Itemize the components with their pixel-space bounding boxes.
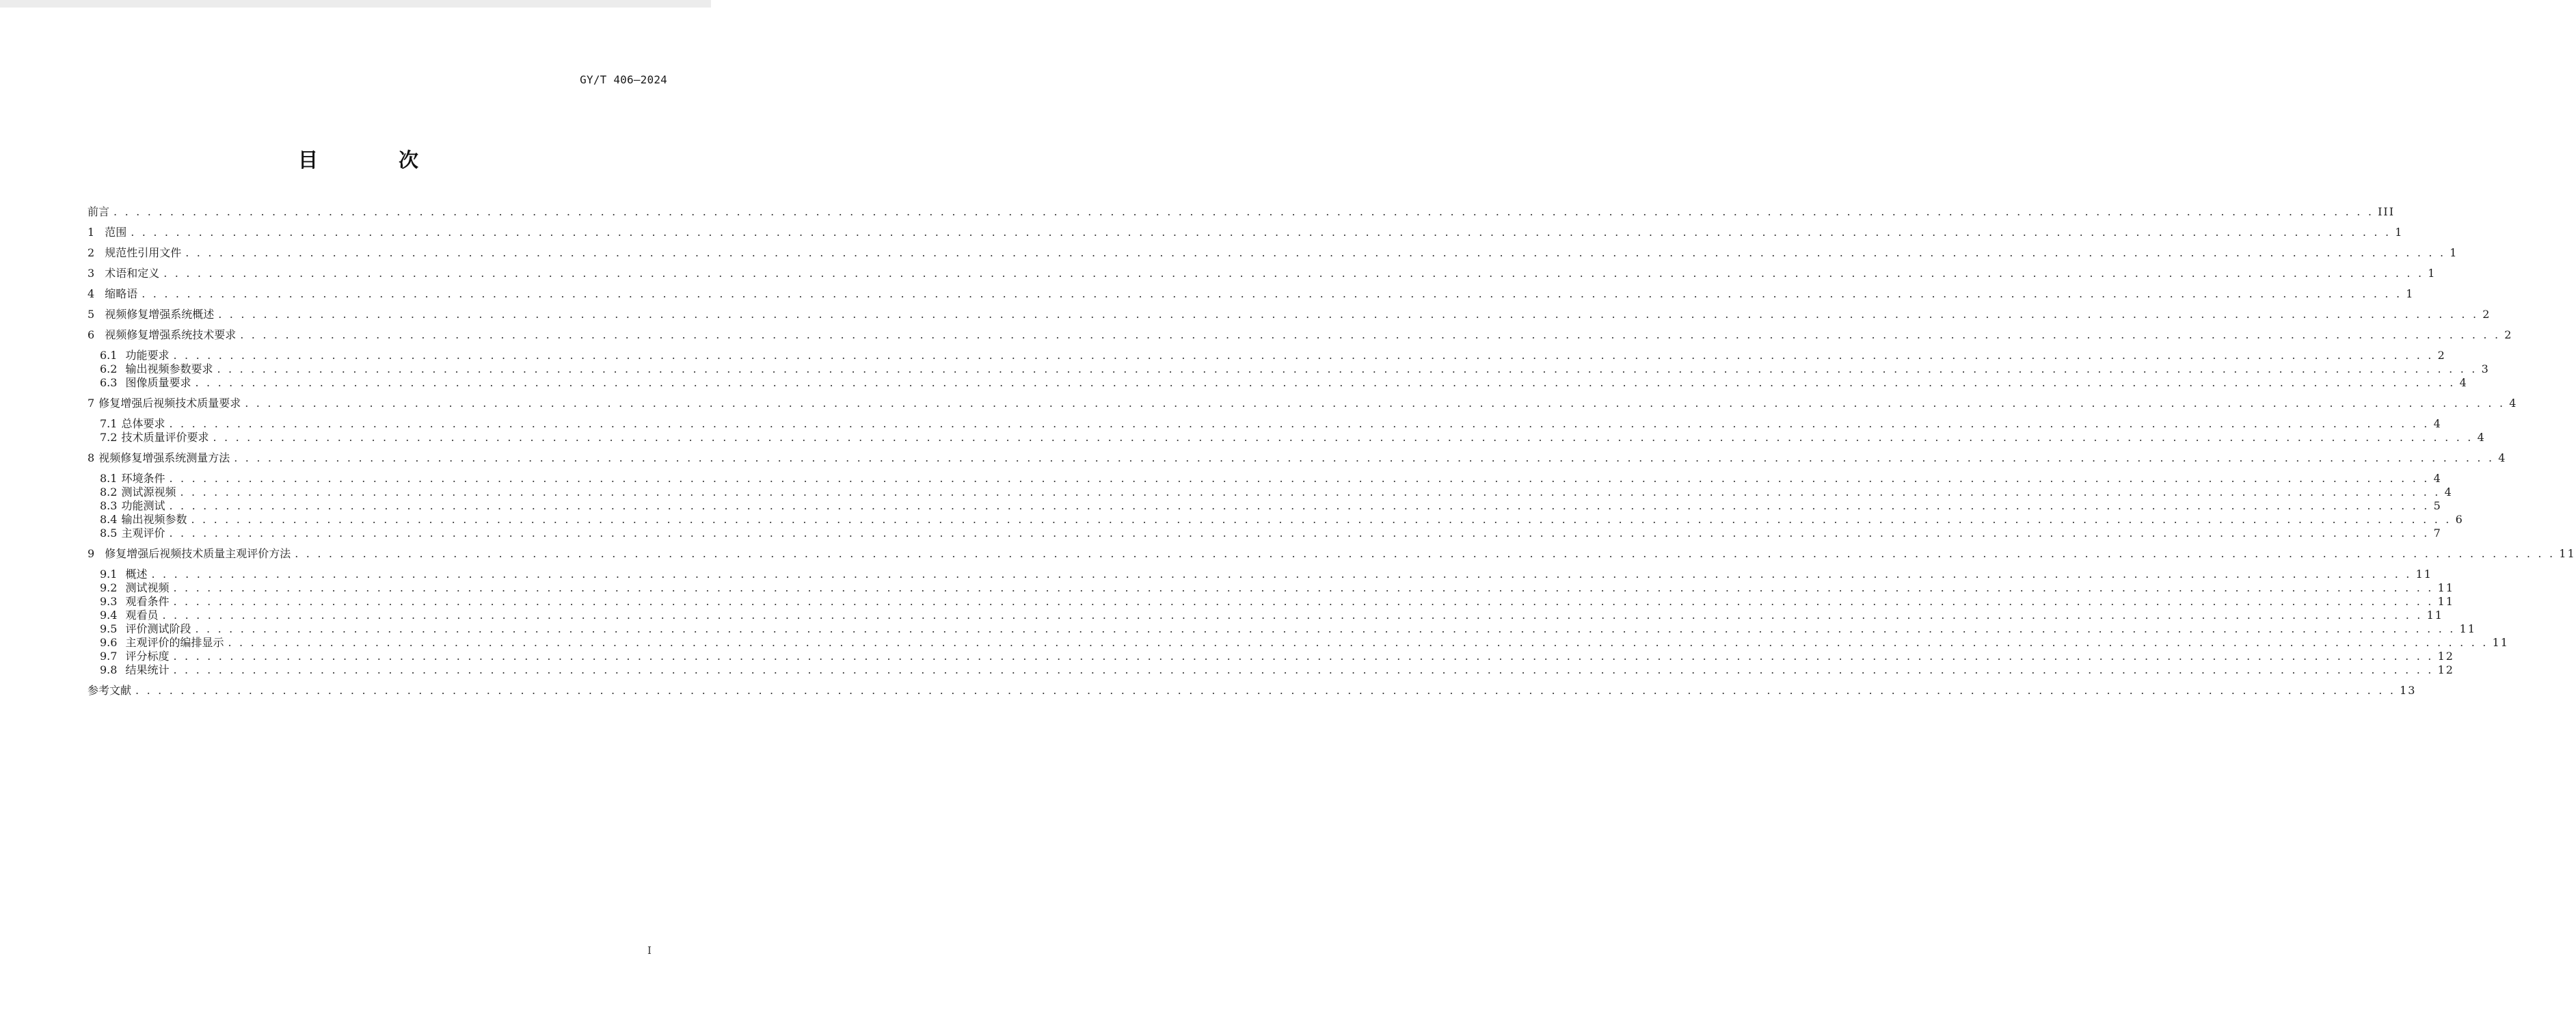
toc-entry-page: 2	[2504, 328, 2513, 341]
page-number: I	[647, 944, 652, 957]
toc-dot-leader: . . . . . . . . . . . . . . . . . . . . . . . . . . . . . . . . . . . . . . . . . . . . . . . . . . . . . . . . . . . . . . . . . . . . . . . . . . . . . . . . . . . . . . . . . . . . . . . . . . . . . . . . . . . . . . . . . . . . . . . . . . . . . . . . . . . . . . . . . . . . . . . . . . . . . . . . . . . . . . . . . . . . . . . . . . . . . . . . . . . . . . . . . . . . . . . . . . . . . . . .	[245, 397, 2506, 410]
toc-entry-label	[100, 362, 213, 376]
toc-entry[interactable]	[88, 663, 2454, 677]
toc-entry-number: 1	[88, 226, 95, 239]
toc-entry-page: 4	[2433, 472, 2442, 485]
toc-entry-number: 8.5	[100, 527, 118, 540]
toc-entry-label	[88, 451, 230, 465]
toc-entry-title: 规范性引用文件	[105, 246, 182, 259]
toc-dot-leader: . . . . . . . . . . . . . . . . . . . . . . . . . . . . . . . . . . . . . . . . . . . . . . . . . . . . . . . . . . . . . . . . . . . . . . . . . . . . . . . . . . . . . . . . . . . . . . . . . . . . . . . . . . . . . . . . . . . . . . . . . . . . . . . . . . . . . . . . . . . . . . . . . . . . . . . . . . . . . . . . . . . . . . . . . . . . . . . . . . . . . . . . . . . . . . . . . . . . . . . .	[169, 472, 2430, 485]
toc-entry[interactable]	[88, 349, 2446, 362]
toc-entry-number: 6.2	[100, 362, 118, 375]
toc-entry-title: 修复增强后视频技术质量要求	[98, 397, 241, 410]
toc-dot-leader: . . . . . . . . . . . . . . . . . . . . . . . . . . . . . . . . . . . . . . . . . . . . . . . . . . . . . . . . . . . . . . . . . . . . . . . . . . . . . . . . . . . . . . . . . . . . . . . . . . . . . . . . . . . . . . . . . . . . . . . . . . . . . . . . . . . . . . . . . . . . . . . . . . . . . . . . . . . . . . . . . . . . . . . . . . . . . . . . . . . . . . . . . . . . . . . . . . . . . . . .	[135, 684, 2396, 697]
toc-entry-page: 11	[2426, 609, 2443, 622]
toc-dot-leader: . . . . . . . . . . . . . . . . . . . . . . . . . . . . . . . . . . . . . . . . . . . . . . . . . . . . . . . . . . . . . . . . . . . . . . . . . . . . . . . . . . . . . . . . . . . . . . . . . . . . . . . . . . . . . . . . . . . . . . . . . . . . . . . . . . . . . . . . . . . . . . . . . . . . . . . . . . . . . . . . . . . . . . . . . . . . . . . . . . . . . . . . . . . . . . . . . . . . . . . .	[169, 527, 2430, 540]
toc-entry-page: 4	[2444, 486, 2453, 499]
toc-entry[interactable]	[88, 636, 2509, 650]
toc-dot-leader: . . . . . . . . . . . . . . . . . . . . . . . . . . . . . . . . . . . . . . . . . . . . . . . . . . . . . . . . . . . . . . . . . . . . . . . . . . . . . . . . . . . . . . . . . . . . . . . . . . . . . . . . . . . . . . . . . . . . . . . . . . . . . . . . . . . . . . . . . . . . . . . . . . . . . . . . . . . . . . . . . . . . . . . . . . . . . . . . . . . . . . . . . . . . . . . . . . . . . . . .	[142, 287, 2402, 300]
toc-entry-page: 1	[2395, 226, 2404, 239]
toc-entry-label	[88, 684, 131, 698]
toc-entry-label	[88, 328, 236, 342]
toc-entry[interactable]	[88, 513, 2464, 527]
toc-dot-leader: . . . . . . . . . . . . . . . . . . . . . . . . . . . . . . . . . . . . . . . . . . . . . . . . . . . . . . . . . . . . . . . . . . . . . . . . . . . . . . . . . . . . . . . . . . . . . . . . . . . . . . . . . . . . . . . . . . . . . . . . . . . . . . . . . . . . . . . . . . . . . . . . . . . . . . . . . . . . . . . . . . . . . . . . . . . . . . . . . . . . . . . . . . . . . . . . . . . . . . . .	[217, 362, 2478, 375]
toc-entry-title: 范围	[105, 226, 127, 239]
toc-entry[interactable]	[88, 431, 2486, 444]
toc-entry-number: 9.6	[100, 636, 118, 649]
toc-entry-title: 输出视频参数	[121, 513, 187, 526]
toc-entry-number: 8.1	[100, 472, 118, 485]
toc-entry[interactable]	[88, 287, 2415, 301]
toc-entry-number: 4	[88, 287, 95, 300]
toc-entry-number: 6	[88, 328, 95, 341]
toc-dot-leader: . . . . . . . . . . . . . . . . . . . . . . . . . . . . . . . . . . . . . . . . . . . . . . . . . . . . . . . . . . . . . . . . . . . . . . . . . . . . . . . . . . . . . . . . . . . . . . . . . . . . . . . . . . . . . . . . . . . . . . . . . . . . . . . . . . . . . . . . . . . . . . . . . . . . . . . . . . . . . . . . . . . . . . . . . . . . . . . . . . . . . . . . . . . . . . . . . . . . . . . .	[173, 349, 2434, 362]
toc-entry[interactable]	[88, 609, 2443, 622]
toc-dot-leader: . . . . . . . . . . . . . . . . . . . . . . . . . . . . . . . . . . . . . . . . . . . . . . . . . . . . . . . . . . . . . . . . . . . . . . . . . . . . . . . . . . . . . . . . . . . . . . . . . . . . . . . . . . . . . . . . . . . . . . . . . . . . . . . . . . . . . . . . . . . . . . . . . . . . . . . . . . . . . . . . . . . . . . . . . . . . . . . . . . . . . . . . . . . . . . . . . . . . . . . .	[173, 581, 2434, 594]
toc-dot-leader: . . . . . . . . . . . . . . . . . . . . . . . . . . . . . . . . . . . . . . . . . . . . . . . . . . . . . . . . . . . . . . . . . . . . . . . . . . . . . . . . . . . . . . . . . . . . . . . . . . . . . . . . . . . . . . . . . . . . . . . . . . . . . . . . . . . . . . . . . . . . . . . . . . . . . . . . . . . . . . . . . . . . . . . . . . . . . . . . . . . . . . . . . . . . . . . . . . . . . . . .	[185, 246, 2446, 259]
toc-entry-number: 5	[88, 308, 95, 321]
toc-entry-page: 3	[2481, 362, 2490, 375]
toc-entry-number: 6.3	[100, 376, 118, 389]
toc-entry-page: 1	[2428, 267, 2437, 280]
toc-entry[interactable]	[88, 486, 2453, 499]
toc-dot-leader: . . . . . . . . . . . . . . . . . . . . . . . . . . . . . . . . . . . . . . . . . . . . . . . . . . . . . . . . . . . . . . . . . . . . . . . . . . . . . . . . . . . . . . . . . . . . . . . . . . . . . . . . . . . . . . . . . . . . . . . . . . . . . . . . . . . . . . . . . . . . . . . . . . . . . . . . . . . . . . . . . . . . . . . . . . . . . . . . . . . . . . . . . . . . . . . . . . . . . . . .	[180, 486, 2441, 499]
toc-entry-page: 11	[2459, 622, 2476, 635]
toc-entry-title: 环境条件	[121, 472, 165, 485]
toc-entry-page: 4	[2433, 417, 2442, 430]
toc-entry-label	[88, 397, 241, 410]
toc-entry-page: 4	[2498, 451, 2507, 464]
toc-entry-title: 主观评价的编排显示	[125, 636, 224, 649]
toc-entry-label	[100, 527, 165, 540]
toc-entry-number: 9.7	[100, 650, 118, 663]
toc-entry-title: 前言	[88, 205, 110, 218]
toc-entry-label	[100, 609, 158, 622]
toc-entry-page: 12	[2437, 650, 2454, 663]
toc-entry[interactable]	[88, 397, 2518, 410]
toc-entry-label	[88, 226, 126, 239]
toc-entry-label	[88, 287, 137, 301]
toc-entry-page: 12	[2437, 663, 2454, 676]
toc-entry[interactable]	[88, 499, 2442, 513]
toc-entry-number: 7	[88, 397, 95, 410]
toc-entry-title: 评分标度	[125, 650, 170, 663]
toc-entry-number: 9.8	[100, 663, 118, 676]
toc-entry[interactable]	[88, 581, 2454, 595]
toc-entry-page: 11	[2415, 568, 2432, 581]
toc-entry-number: 8.4	[100, 513, 118, 526]
toc-dot-leader: . . . . . . . . . . . . . . . . . . . . . . . . . . . . . . . . . . . . . . . . . . . . . . . . . . . . . . . . . . . . . . . . . . . . . . . . . . . . . . . . . . . . . . . . . . . . . . . . . . . . . . . . . . . . . . . . . . . . . . . . . . . . . . . . . . . . . . . . . . . . . . . . . . . . . . . . . . . . . . . . . . . . . . . . . . . . . . . . . . . . . . . . . . . . . . . . . . . . . . . .	[228, 636, 2488, 649]
toc-entry[interactable]	[88, 650, 2454, 663]
toc-entry-number: 9.5	[100, 622, 118, 635]
toc-entry-label	[100, 636, 224, 650]
toc-entry-label	[88, 547, 291, 561]
toc-dot-leader: . . . . . . . . . . . . . . . . . . . . . . . . . . . . . . . . . . . . . . . . . . . . . . . . . . . . . . . . . . . . . . . . . . . . . . . . . . . . . . . . . . . . . . . . . . . . . . . . . . . . . . . . . . . . . . . . . . . . . . . . . . . . . . . . . . . . . . . . . . . . . . . . . . . . . . . . . . . . . . . . . . . . . . . . . . . . . . . . . . . . . . . . . . . . . . . . . . . . . . . .	[195, 622, 2456, 635]
toc-entry-label	[88, 308, 214, 321]
toc-entry-page: 6	[2455, 513, 2464, 526]
toc-entry-label	[88, 246, 181, 260]
toc-entry-page: 11	[2437, 581, 2454, 594]
toc-entry-page: 11	[2492, 636, 2509, 649]
toc-entry-label	[100, 431, 209, 444]
toc-entry-label	[100, 568, 147, 581]
toc-entry-title: 视频修复增强系统技术要求	[105, 328, 237, 341]
table-of-contents	[88, 205, 2576, 698]
toc-entry-page: 5	[2433, 499, 2442, 512]
toc-dot-leader: . . . . . . . . . . . . . . . . . . . . . . . . . . . . . . . . . . . . . . . . . . . . . . . . . . . . . . . . . . . . . . . . . . . . . . . . . . . . . . . . . . . . . . . . . . . . . . . . . . . . . . . . . . . . . . . . . . . . . . . . . . . . . . . . . . . . . . . . . . . . . . . . . . . . . . . . . . . . . . . . . . . . . . . . . . . . . . . . . . . . . . . . . . . . . . . . . . . . . . . .	[191, 513, 2452, 526]
toc-entry-label	[100, 663, 169, 677]
toc-entry[interactable]	[88, 417, 2442, 431]
toc-dot-leader: . . . . . . . . . . . . . . . . . . . . . . . . . . . . . . . . . . . . . . . . . . . . . . . . . . . . . . . . . . . . . . . . . . . . . . . . . . . . . . . . . . . . . . . . . . . . . . . . . . . . . . . . . . . . . . . . . . . . . . . . . . . . . . . . . . . . . . . . . . . . . . . . . . . . . . . . . . . . . . . . . . . . . . . . . . . . . . . . . . . . . . . . . . . . . . . . . . . . . . . .	[163, 267, 2424, 280]
toc-entry-number: 8.2	[100, 486, 118, 499]
toc-entry-page: 1	[2450, 246, 2458, 259]
toc-entry-number: 6.1	[100, 349, 118, 362]
toc-entry[interactable]	[88, 622, 2476, 636]
toc-dot-leader: . . . . . . . . . . . . . . . . . . . . . . . . . . . . . . . . . . . . . . . . . . . . . . . . . . . . . . . . . . . . . . . . . . . . . . . . . . . . . . . . . . . . . . . . . . . . . . . . . . . . . . . . . . . . . . . . . . . . . . . . . . . . . . . . . . . . . . . . . . . . . . . . . . . . . . . . . . . . . . . . . . . . . . . . . . . . . . . . . . . . . . . . . . . . . . . . . . . . . . . .	[234, 451, 2495, 464]
toc-dot-leader: . . . . . . . . . . . . . . . . . . . . . . . . . . . . . . . . . . . . . . . . . . . . . . . . . . . . . . . . . . . . . . . . . . . . . . . . . . . . . . . . . . . . . . . . . . . . . . . . . . . . . . . . . . . . . . . . . . . . . . . . . . . . . . . . . . . . . . . . . . . . . . . . . . . . . . . . . . . . . . . . . . . . . . . . . . . . . . . . . . . . . . . . . . . . . . . . . . . . . . . .	[162, 609, 2423, 622]
toc-entry[interactable]	[88, 205, 2396, 219]
top-strip	[0, 0, 711, 8]
toc-entry-page: 7	[2433, 527, 2442, 540]
toc-entry-title: 缩略语	[105, 287, 138, 300]
toc-entry-title: 评价测试阶段	[125, 622, 191, 635]
toc-dot-leader: . . . . . . . . . . . . . . . . . . . . . . . . . . . . . . . . . . . . . . . . . . . . . . . . . . . . . . . . . . . . . . . . . . . . . . . . . . . . . . . . . . . . . . . . . . . . . . . . . . . . . . . . . . . . . . . . . . . . . . . . . . . . . . . . . . . . . . . . . . . . . . . . . . . . . . . . . . . . . . . . . . . . . . . . . . . . . . . . . . . . . . . . . . . . . . . . . . . . . . . .	[151, 568, 2412, 581]
toc-entry-title: 结果统计	[125, 663, 170, 676]
toc-title: 目 次	[297, 148, 456, 172]
toc-entry-label	[100, 376, 191, 390]
toc-entry-page: 2	[2437, 349, 2446, 362]
toc-entry-page: 4	[2509, 397, 2518, 410]
toc-entry-title: 技术质量评价要求	[121, 431, 209, 444]
toc-entry[interactable]	[88, 527, 2442, 540]
toc-entry-page: 4	[2459, 376, 2468, 389]
toc-entry-page: 4	[2477, 431, 2486, 444]
toc-entry-title: 图像质量要求	[125, 376, 191, 389]
toc-entry-number: 9.2	[100, 581, 118, 594]
toc-entry-number: 9	[88, 547, 95, 560]
toc-entry[interactable]	[88, 376, 2468, 390]
toc-dot-leader: . . . . . . . . . . . . . . . . . . . . . . . . . . . . . . . . . . . . . . . . . . . . . . . . . . . . . . . . . . . . . . . . . . . . . . . . . . . . . . . . . . . . . . . . . . . . . . . . . . . . . . . . . . . . . . . . . . . . . . . . . . . . . . . . . . . . . . . . . . . . . . . . . . . . . . . . . . . . . . . . . . . . . . . . . . . . . . . . . . . . . . . . . . . . . . . . . . . . . . . .	[173, 595, 2434, 608]
toc-entry-label	[100, 622, 191, 636]
toc-entry-label	[100, 513, 187, 527]
toc-entry-title: 修复增强后视频技术质量主观评价方法	[105, 547, 291, 560]
toc-entry-number: 8.3	[100, 499, 118, 512]
toc-entry[interactable]	[88, 226, 2404, 239]
toc-entry-number: 9.1	[100, 568, 118, 581]
toc-entry-label	[100, 499, 165, 513]
toc-dot-leader: . . . . . . . . . . . . . . . . . . . . . . . . . . . . . . . . . . . . . . . . . . . . . . . . . . . . . . . . . . . . . . . . . . . . . . . . . . . . . . . . . . . . . . . . . . . . . . . . . . . . . . . . . . . . . . . . . . . . . . . . . . . . . . . . . . . . . . . . . . . . . . . . . . . . . . . . . . . . . . . . . . . . . . . . . . . . . . . . . . . . . . . . . . . . . . . . . . . . . . . .	[169, 499, 2430, 512]
toc-entry-number: 9.3	[100, 595, 118, 608]
toc-entry-title: 视频修复增强系统概述	[105, 308, 215, 321]
toc-entry[interactable]	[88, 568, 2432, 581]
toc-entry[interactable]	[88, 246, 2458, 260]
toc-dot-leader: . . . . . . . . . . . . . . . . . . . . . . . . . . . . . . . . . . . . . . . . . . . . . . . . . . . . . . . . . . . . . . . . . . . . . . . . . . . . . . . . . . . . . . . . . . . . . . . . . . . . . . . . . . . . . . . . . . . . . . . . . . . . . . . . . . . . . . . . . . . . . . . . . . . . . . . . . . . . . . . . . . . . . . . . . . . . . . . . . . . . . . . . . . . . . . . . . . . . . . . .	[169, 417, 2430, 430]
toc-entry-title: 主观评价	[121, 527, 165, 540]
toc-dot-leader: . . . . . . . . . . . . . . . . . . . . . . . . . . . . . . . . . . . . . . . . . . . . . . . . . . . . . . . . . . . . . . . . . . . . . . . . . . . . . . . . . . . . . . . . . . . . . . . . . . . . . . . . . . . . . . . . . . . . . . . . . . . . . . . . . . . . . . . . . . . . . . . . . . . . . . . . . . . . . . . . . . . . . . . . . . . . . . . . . . . . . . . . . . . . . . . . . . . . . . . .	[195, 376, 2456, 389]
document-code: GY/T 406—2024	[580, 73, 667, 86]
toc-dot-leader: . . . . . . . . . . . . . . . . . . . . . . . . . . . . . . . . . . . . . . . . . . . . . . . . . . . . . . . . . . . . . . . . . . . . . . . . . . . . . . . . . . . . . . . . . . . . . . . . . . . . . . . . . . . . . . . . . . . . . . . . . . . . . . . . . . . . . . . . . . . . . . . . . . . . . . . . . . . . . . . . . . . . . . . . . . . . . . . . . . . . . . . . . . . . . . . . . . . . . . . .	[218, 308, 2479, 321]
toc-entry-page: 13	[2400, 684, 2417, 697]
toc-entry-label	[100, 349, 169, 362]
toc-entry-label	[100, 595, 169, 609]
toc-dot-leader: . . . . . . . . . . . . . . . . . . . . . . . . . . . . . . . . . . . . . . . . . . . . . . . . . . . . . . . . . . . . . . . . . . . . . . . . . . . . . . . . . . . . . . . . . . . . . . . . . . . . . . . . . . . . . . . . . . . . . . . . . . . . . . . . . . . . . . . . . . . . . . . . . . . . . . . . . . . . . . . . . . . . . . . . . . . . . . . . . . . . . . . . . . . . . . . . . . . . . . . .	[131, 226, 2391, 239]
toc-entry-label	[100, 417, 165, 431]
toc-dot-leader: . . . . . . . . . . . . . . . . . . . . . . . . . . . . . . . . . . . . . . . . . . . . . . . . . . . . . . . . . . . . . . . . . . . . . . . . . . . . . . . . . . . . . . . . . . . . . . . . . . . . . . . . . . . . . . . . . . . . . . . . . . . . . . . . . . . . . . . . . . . . . . . . . . . . . . . . . . . . . . . . . . . . . . . . . . . . . . . . . . . . . . . . . . . . . . . . . . . . . . . .	[113, 205, 2374, 218]
toc-entry-page: 1	[2406, 287, 2415, 300]
toc-entry[interactable]	[88, 595, 2454, 609]
toc-entry[interactable]	[88, 267, 2437, 280]
toc-entry[interactable]	[88, 684, 2417, 698]
toc-entry-title: 观看员	[125, 609, 159, 622]
toc-entry-page: 11	[2559, 547, 2576, 560]
toc-entry[interactable]	[88, 472, 2442, 486]
toc-entry[interactable]	[88, 547, 2576, 561]
toc-entry-number: 2	[88, 246, 95, 259]
toc-entry-title: 测试源视频	[121, 486, 176, 499]
toc-dot-leader: . . . . . . . . . . . . . . . . . . . . . . . . . . . . . . . . . . . . . . . . . . . . . . . . . . . . . . . . . . . . . . . . . . . . . . . . . . . . . . . . . . . . . . . . . . . . . . . . . . . . . . . . . . . . . . . . . . . . . . . . . . . . . . . . . . . . . . . . . . . . . . . . . . . . . . . . . . . . . . . . . . . . . . . . . . . . . . . . . . . . . . . . . . . . . . . . . . . . . . . .	[240, 328, 2501, 341]
toc-entry-label	[88, 205, 109, 219]
toc-entry-number: 7.1	[100, 417, 118, 430]
toc-entry-title: 观看条件	[125, 595, 170, 608]
toc-entry-title: 总体要求	[121, 417, 165, 430]
toc-entry-label	[100, 581, 169, 595]
toc-entry-title: 功能要求	[125, 349, 170, 362]
toc-entry-label	[100, 486, 176, 499]
toc-entry[interactable]	[88, 308, 2491, 321]
toc-entry-number: 9.4	[100, 609, 118, 622]
toc-entry-title: 概述	[125, 568, 148, 581]
toc-entry-title: 参考文献	[88, 684, 132, 697]
toc-entry-page: 11	[2437, 595, 2454, 608]
toc-entry-number: 8	[88, 451, 95, 464]
toc-entry[interactable]	[88, 328, 2513, 342]
toc-dot-leader: . . . . . . . . . . . . . . . . . . . . . . . . . . . . . . . . . . . . . . . . . . . . . . . . . . . . . . . . . . . . . . . . . . . . . . . . . . . . . . . . . . . . . . . . . . . . . . . . . . . . . . . . . . . . . . . . . . . . . . . . . . . . . . . . . . . . . . . . . . . . . . . . . . . . . . . . . . . . . . . . . . . . . . . . . . . . . . . . . . . . . . . . . . . . . . . . . . . . . . . .	[295, 547, 2555, 560]
toc-entry-label	[100, 472, 165, 486]
toc-entry-title: 功能测试	[121, 499, 165, 512]
toc-entry-page: III	[2378, 205, 2396, 218]
toc-dot-leader: . . . . . . . . . . . . . . . . . . . . . . . . . . . . . . . . . . . . . . . . . . . . . . . . . . . . . . . . . . . . . . . . . . . . . . . . . . . . . . . . . . . . . . . . . . . . . . . . . . . . . . . . . . . . . . . . . . . . . . . . . . . . . . . . . . . . . . . . . . . . . . . . . . . . . . . . . . . . . . . . . . . . . . . . . . . . . . . . . . . . . . . . . . . . . . . . . . . . . . . .	[173, 650, 2434, 663]
toc-entry-title: 视频修复增强系统测量方法	[98, 451, 230, 464]
toc-entry-title: 测试视频	[125, 581, 170, 594]
toc-dot-leader: . . . . . . . . . . . . . . . . . . . . . . . . . . . . . . . . . . . . . . . . . . . . . . . . . . . . . . . . . . . . . . . . . . . . . . . . . . . . . . . . . . . . . . . . . . . . . . . . . . . . . . . . . . . . . . . . . . . . . . . . . . . . . . . . . . . . . . . . . . . . . . . . . . . . . . . . . . . . . . . . . . . . . . . . . . . . . . . . . . . . . . . . . . . . . . . . . . . . . . . .	[173, 663, 2434, 676]
toc-entry-label	[100, 650, 169, 663]
toc-entry[interactable]	[88, 451, 2507, 465]
toc-entry-page: 2	[2482, 308, 2491, 321]
toc-entry-number: 7.2	[100, 431, 118, 444]
toc-entry-title: 输出视频参数要求	[125, 362, 213, 375]
toc-dot-leader: . . . . . . . . . . . . . . . . . . . . . . . . . . . . . . . . . . . . . . . . . . . . . . . . . . . . . . . . . . . . . . . . . . . . . . . . . . . . . . . . . . . . . . . . . . . . . . . . . . . . . . . . . . . . . . . . . . . . . . . . . . . . . . . . . . . . . . . . . . . . . . . . . . . . . . . . . . . . . . . . . . . . . . . . . . . . . . . . . . . . . . . . . . . . . . . . . . . . . . . .	[213, 431, 2473, 444]
toc-entry-label	[88, 267, 159, 280]
toc-entry-title: 术语和定义	[105, 267, 160, 280]
toc-entry[interactable]	[88, 362, 2490, 376]
toc-entry-number: 3	[88, 267, 95, 280]
